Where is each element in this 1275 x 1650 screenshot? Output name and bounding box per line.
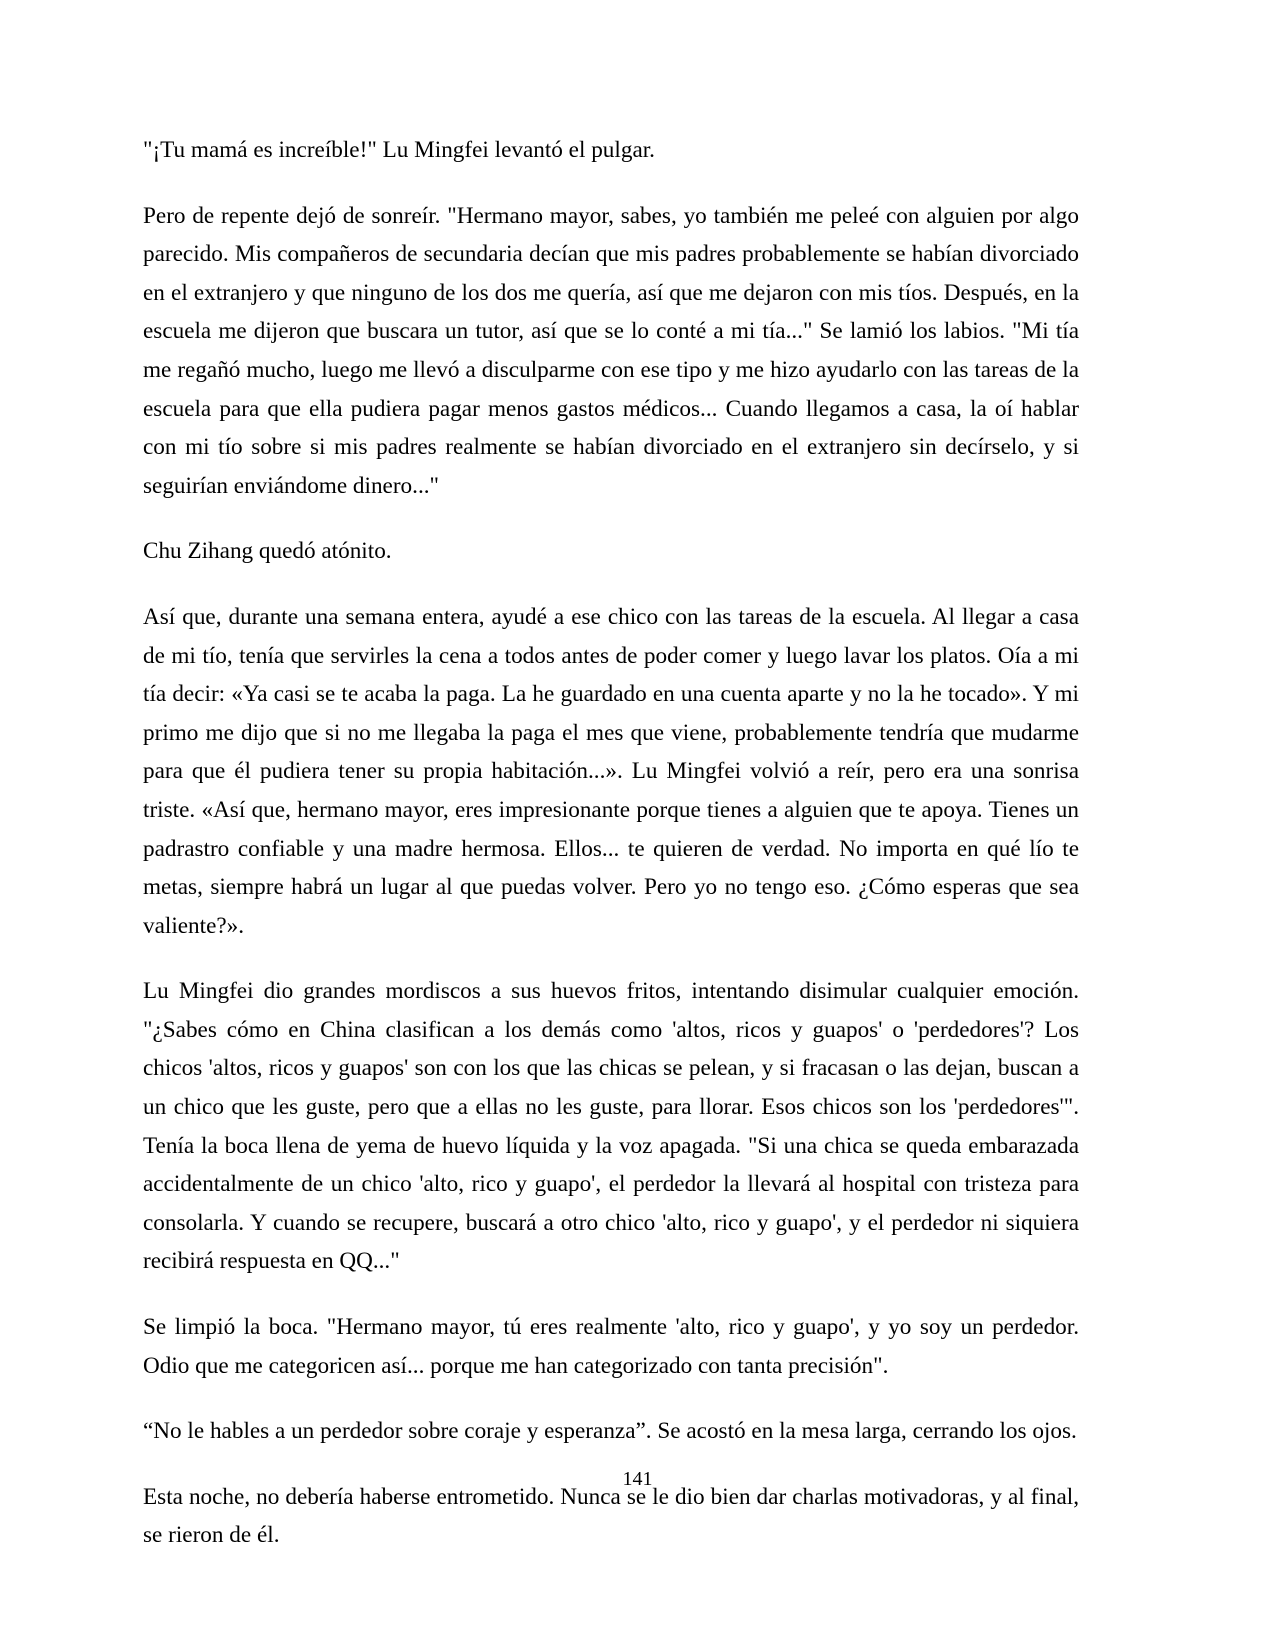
paragraph: "¡Tu mamá es increíble!" Lu Mingfei levantó el pulgar. [143, 137, 655, 163]
page-number: 141 [622, 1468, 653, 1490]
body-text-column [143, 131, 1079, 1555]
paragraph: Se limpió la boca. "Hermano mayor, tú eres realmente 'alto, rico y guapo', y yo soy un perdedor. Odio que me categoricen así... porque me han categorizado con tanta precisión". [143, 1314, 1079, 1379]
paragraph: Así que, durante una semana entera, ayudé a ese chico con las tareas de la escuela. Al llegar a casa de mi tío, tenía que servirles la cena a todos antes de poder comer y luego lavar los platos. Oía a mi tía decir: «Ya casi se te acaba la paga. La he guardado en una cuenta aparte y no la he tocado». Y mi primo me dijo que si no me llegaba la paga el mes que viene, probablemente tendría que mudarme para que él pudiera tener su propia habitación...». Lu Mingfei volvió a reír, pero era una sonrisa triste. «Así que, hermano mayor, eres impresionante porque tienes a alguien que te apoya. Tienes un padrastro confiable y una madre hermosa. Ellos... te quieren de verdad. No importa en qué lío te metas, siempre habrá un lugar al que puedas volver. Pero yo no tengo eso. ¿Cómo esperas que sea valiente?». [143, 603, 1079, 939]
paragraph: “No le hables a un perdedor sobre coraje y esperanza”. Se acostó en la mesa larga, cerrando los ojos. [143, 1418, 1077, 1445]
paragraph: Pero de repente dejó de sonreír. "Hermano mayor, sabes, yo también me peleé con alguien por algo parecido. Mis compañeros de secundaria decían que mis padres probablemente se habían divorciado en el extranjero y que ninguno de los dos me quería, así que me dejaron con mis tíos. Después, en la escuela me dijeron que buscara un tutor, así que se lo conté a mi tía..." Se lamió los labios. "Mi tía me regañó mucho, luego me llevó a disculparme con ese tipo y me hizo ayudarlo con las tareas de la escuela para que ella pudiera pagar menos gastos médicos... Cuando llegamos a casa, la oí hablar con mi tío sobre si mis padres realmente se habían divorciado en el extranjero sin decírselo, y si seguirían enviándome dinero..." [143, 202, 1079, 499]
paragraph: Chu Zihang quedó atónito. [143, 538, 392, 565]
paragraph: Esta noche, no debería haberse entrometido. Nunca se le dio bien dar charlas motivadoras, y al final, se rieron de él. [143, 1483, 1079, 1549]
paragraph: Lu Mingfei dio grandes mordiscos a sus huevos fritos, intentando disimular cualquier emoción. "¿Sabes cómo en China clasifican a los demás como 'altos, ricos y guapos' o 'perdedores'? Los chicos 'altos, ricos y guapos' son con los que las chicas se pelean, y si fracasan o las dejan, buscan a un chico que les guste, pero que a ellas no les guste, para llorar. Esos chicos son los 'perdedores'". Tenía la boca llena de yema de huevo líquida y la voz apagada. "Si una chica se queda embarazada accidentalmente de un chico 'alto, rico y guapo', el perdedor la llevará al hospital con tristeza para consolarla. Y cuando se recupere, buscará a otro chico 'alto, rico y guapo', y el perdedor ni siquiera recibirá respuesta en QQ..." [143, 978, 1079, 1275]
